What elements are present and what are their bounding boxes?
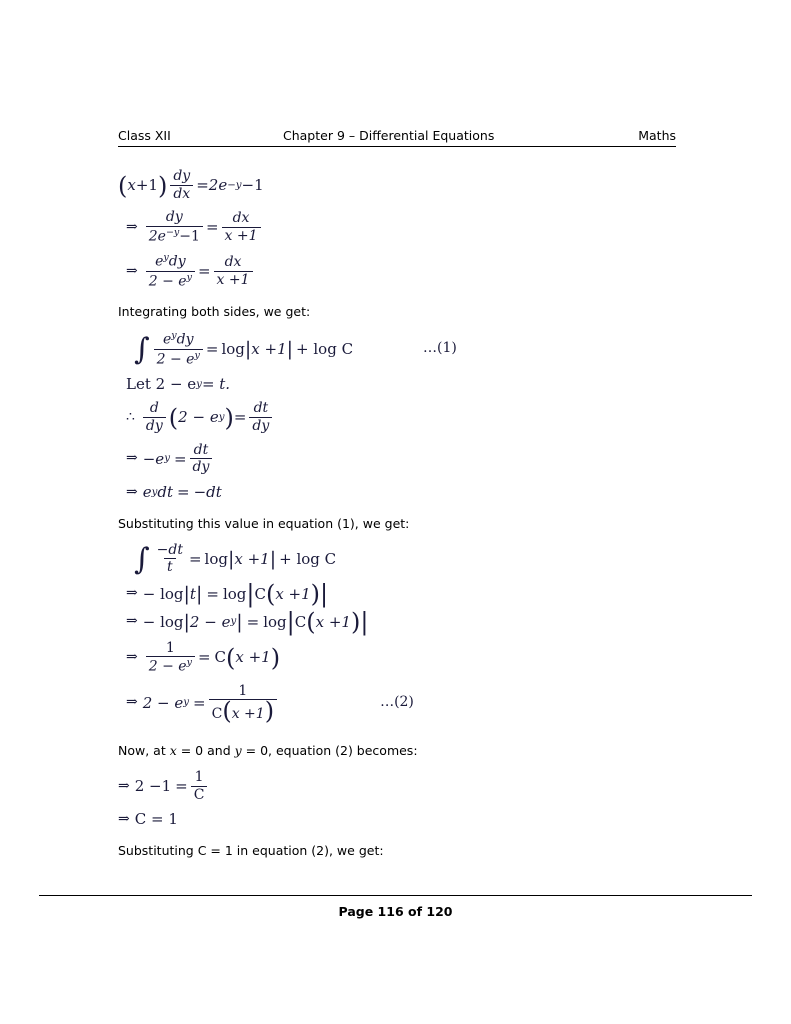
eq2-left-den-exp: −y xyxy=(165,227,180,239)
equation-2 xyxy=(118,210,678,244)
eq7-right-den: dy xyxy=(190,458,213,475)
eq6-frac-num: d xyxy=(149,400,159,417)
eq4-logc: + log C xyxy=(296,339,354,358)
eq2-left-num: dy xyxy=(165,209,183,226)
eq13-den-x: x +1 xyxy=(231,706,265,723)
eq1-frac-num: dy xyxy=(173,168,191,184)
eq13-fraction xyxy=(209,682,277,726)
text-now-at-values xyxy=(118,742,678,760)
eq1-equals: = xyxy=(196,175,209,194)
text3-var-y: y xyxy=(234,742,242,758)
eq14-fraction xyxy=(191,770,208,802)
eq12-fraction xyxy=(146,641,195,675)
equation-5-let xyxy=(118,376,678,393)
eq10-babs-open: | xyxy=(246,580,255,609)
eq11-inner-x: x +1 xyxy=(315,612,351,631)
eq9-den: t xyxy=(164,558,176,575)
eq6-fraction-ddy xyxy=(143,401,166,433)
eq4-abs-close: | xyxy=(286,338,294,361)
eq13-lhs-a: 2 − e xyxy=(142,693,184,712)
eq3-left-den xyxy=(146,271,195,289)
header-class: Class XII xyxy=(118,128,171,143)
eq1-rhs-exponent: −y xyxy=(227,179,242,191)
equation-13-row xyxy=(126,682,678,726)
eq11-constant-c: C xyxy=(294,612,307,631)
eq1-fraction-dydx xyxy=(170,169,193,201)
eq8-rhs: −dt xyxy=(193,483,222,502)
eq9-abs-open: | xyxy=(227,548,235,571)
eq8-lhs-a: e xyxy=(142,483,152,502)
eq10-babs-close: | xyxy=(320,580,329,609)
eq4-abs-open: | xyxy=(244,338,252,361)
eq2-right-num: dx xyxy=(232,210,250,227)
page-content xyxy=(118,160,678,870)
eq4-fraction xyxy=(154,331,203,367)
eq13-implies-arrow: ⇒ xyxy=(126,694,138,711)
equation-tag-1: …(1) xyxy=(423,340,457,357)
eq3-fraction-right xyxy=(214,255,253,287)
eq6-paren-open: ( xyxy=(168,404,179,432)
eq12-num: 1 xyxy=(165,639,175,656)
eq4-abs-inner: x +1 xyxy=(251,339,287,358)
eq2-fraction-left xyxy=(146,210,203,244)
eq3-left-num xyxy=(152,253,189,270)
eq1-paren-open: ( xyxy=(118,171,128,200)
eq4-num-a: e xyxy=(162,331,172,348)
equation-tag-2: …(2) xyxy=(380,694,414,711)
eq3-right-num: dx xyxy=(224,254,242,271)
eq13-equals: = xyxy=(193,693,206,712)
equation-14 xyxy=(118,770,678,802)
eq4-den-a: 2 − e xyxy=(156,351,195,368)
equation-6 xyxy=(118,401,678,433)
equation-12 xyxy=(118,641,678,675)
equation-1 xyxy=(118,169,678,201)
eq12-inner-x: x +1 xyxy=(235,648,271,667)
eq7-right-num: dt xyxy=(193,441,209,458)
header-chapter: Chapter 9 – Differential Equations xyxy=(283,128,495,143)
eq12-constant-c: C xyxy=(214,648,227,667)
eq7-implies-arrow: ⇒ xyxy=(126,450,138,467)
eq7-lhs-exp: y xyxy=(164,453,170,465)
eq6-right-num: dt xyxy=(253,400,269,417)
eq4-num-b: dy xyxy=(176,331,194,348)
eq10-inner-x: x +1 xyxy=(275,584,311,603)
eq8-equals: = xyxy=(177,483,190,502)
eq12-den xyxy=(146,656,195,674)
eq12-den-exp: y xyxy=(186,657,192,669)
eq9-log: log xyxy=(204,549,228,568)
eq10-implies-arrow: ⇒ xyxy=(126,585,138,602)
eq7-equals: = xyxy=(173,449,187,468)
equation-7 xyxy=(118,443,678,475)
eq3-left-den-a: 2 − e xyxy=(148,273,187,290)
equation-9 xyxy=(118,543,678,575)
eq9-abs-inner: x +1 xyxy=(234,549,270,568)
eq6-fraction-dtdy xyxy=(249,401,272,433)
text-substituting-c: Substituting C = 1 in equation (2), we get: xyxy=(118,842,384,858)
eq6-paren-close: ) xyxy=(224,404,234,432)
eq3-left-num-exp: y xyxy=(163,252,169,264)
eq15-result: C = 1 xyxy=(134,810,178,829)
eq6-inner-a: 2 − e xyxy=(178,408,219,427)
eq11-babs-open: | xyxy=(286,608,295,637)
eq14-implies-arrow: ⇒ xyxy=(118,777,130,794)
eq13-den-paren-open: ( xyxy=(222,697,232,726)
eq10-equals: = xyxy=(206,584,219,603)
text-substituting-value: Substituting this value in equation (1), we get: xyxy=(118,515,410,531)
eq2-fraction-right xyxy=(222,211,261,243)
page-footer: Page 116 of 120 xyxy=(338,904,453,919)
eq2-implies-arrow: ⇒ xyxy=(126,218,138,235)
eq11-abs-open: | xyxy=(183,611,190,634)
eq9-abs-close: | xyxy=(269,548,277,571)
eq14-num: 1 xyxy=(194,769,204,786)
equation-15 xyxy=(118,811,678,828)
eq11-neg-log: − log xyxy=(142,612,184,631)
text3-part-a: Now, at xyxy=(118,742,170,758)
eq4-num xyxy=(160,331,197,348)
integral-sign-icon-2: ∫ xyxy=(134,541,150,577)
eq14-den: C xyxy=(191,786,208,803)
eq3-right-den: x +1 xyxy=(214,271,253,288)
eq11-equals: = xyxy=(246,612,260,631)
header-divider xyxy=(118,146,676,147)
eq3-left-num-b: dy xyxy=(168,254,186,271)
eq11-implies-arrow: ⇒ xyxy=(126,613,138,630)
eq9-num: −dt xyxy=(156,541,183,558)
eq10-abs-open: | xyxy=(183,583,190,606)
equation-11 xyxy=(118,608,678,637)
eq10-neg-log: − log xyxy=(142,584,184,603)
eq12-equals: = xyxy=(197,648,211,667)
eq4-equals: = xyxy=(205,339,219,358)
eq3-fraction-left xyxy=(146,253,195,289)
header-subject: Maths xyxy=(638,128,676,143)
eq11-log: log xyxy=(263,612,287,631)
footer-divider xyxy=(39,895,752,896)
eq9-fraction xyxy=(154,543,186,575)
eq6-right-den: dy xyxy=(249,417,272,434)
eq6-frac-den: dy xyxy=(143,417,166,434)
eq6-inner-exp: y xyxy=(218,411,225,423)
eq1-x: x xyxy=(127,175,136,194)
eq14-lhs: 2 −1 xyxy=(134,777,172,795)
eq13-num: 1 xyxy=(238,682,248,699)
eq4-den xyxy=(154,349,203,367)
eq4-den-exp: y xyxy=(194,349,200,361)
equation-3 xyxy=(118,253,678,289)
eq12-paren-close: ) xyxy=(270,643,281,672)
eq8-lhs-exp: y xyxy=(151,486,158,498)
eq13-den-paren-close: ) xyxy=(264,697,275,726)
eq11-abs-close: | xyxy=(236,611,243,634)
equation-8 xyxy=(118,484,678,501)
eq1-frac-den: dx xyxy=(170,185,193,202)
eq12-den-a: 2 − e xyxy=(148,658,187,675)
eq10-constant-c: C xyxy=(254,584,266,603)
equation-13 xyxy=(118,682,678,726)
eq11-abs-inner-exp: y xyxy=(230,616,237,628)
eq13-den-c: C xyxy=(211,706,223,723)
eq1-plus1: +1 xyxy=(135,175,158,194)
eq2-left-den-a: 2e xyxy=(148,228,166,245)
eq11-abs-inner-a: 2 − e xyxy=(189,612,231,631)
eq1-rhs-tail: −1 xyxy=(241,175,264,194)
eq5-let-text: Let 2 − e xyxy=(126,374,197,393)
text3-part-c: = 0, equation (2) becomes: xyxy=(241,742,418,758)
eq7-lhs: −e xyxy=(142,449,165,468)
eq10-abs-inner: t xyxy=(189,584,196,603)
text-integrating-both-sides: Integrating both sides, we get: xyxy=(118,304,311,320)
eq11-babs-close: | xyxy=(360,608,369,637)
eq4-log: log xyxy=(221,339,245,358)
eq12-paren-open: ( xyxy=(226,643,236,672)
eq4-num-exp: y xyxy=(171,330,177,342)
eq5-let-exp: y xyxy=(196,378,202,390)
eq3-equals: = xyxy=(197,262,211,280)
eq6-equals: = xyxy=(233,408,247,427)
eq11-paren-close: ) xyxy=(350,608,361,637)
equation-4 xyxy=(118,331,678,367)
eq10-log: log xyxy=(222,584,247,603)
eq3-implies-arrow: ⇒ xyxy=(126,262,138,279)
integral-sign-icon: ∫ xyxy=(134,332,150,368)
eq12-implies-arrow: ⇒ xyxy=(126,648,138,665)
eq6-therefore-symbol: ∴ xyxy=(126,408,135,425)
eq1-paren-close: ) xyxy=(157,171,168,200)
eq11-paren-open: ( xyxy=(306,608,316,637)
eq2-right-den: x +1 xyxy=(222,227,261,244)
eq13-den xyxy=(209,697,277,726)
eq15-implies-arrow: ⇒ xyxy=(118,810,130,827)
eq14-equals: = xyxy=(175,777,188,795)
eq10-paren-open: ( xyxy=(265,580,276,609)
eq2-left-den-b: −1 xyxy=(179,228,200,245)
text3-part-b: = 0 and xyxy=(176,742,235,758)
text3-var-x: x xyxy=(169,742,177,758)
eq10-abs-close: | xyxy=(195,583,203,606)
eq3-left-den-exp: y xyxy=(186,271,192,283)
eq5-let-tail: = t. xyxy=(201,374,231,393)
eq13-lhs-exp: y xyxy=(183,697,190,709)
equation-10 xyxy=(118,580,678,609)
eq1-rhs: 2e xyxy=(208,175,228,194)
eq9-equals: = xyxy=(188,549,202,568)
eq7-fraction-dtdy xyxy=(190,443,213,475)
eq2-equals: = xyxy=(205,218,219,237)
equation-4-row xyxy=(134,331,678,367)
eq8-implies-arrow: ⇒ xyxy=(126,483,138,500)
eq3-left-num-a: e xyxy=(155,254,164,271)
eq2-left-den xyxy=(146,226,203,244)
eq10-paren-close: ) xyxy=(310,580,321,609)
page-header xyxy=(118,128,676,143)
eq8-lhs-b: dt xyxy=(157,483,174,502)
eq9-logc: + log C xyxy=(279,549,337,568)
